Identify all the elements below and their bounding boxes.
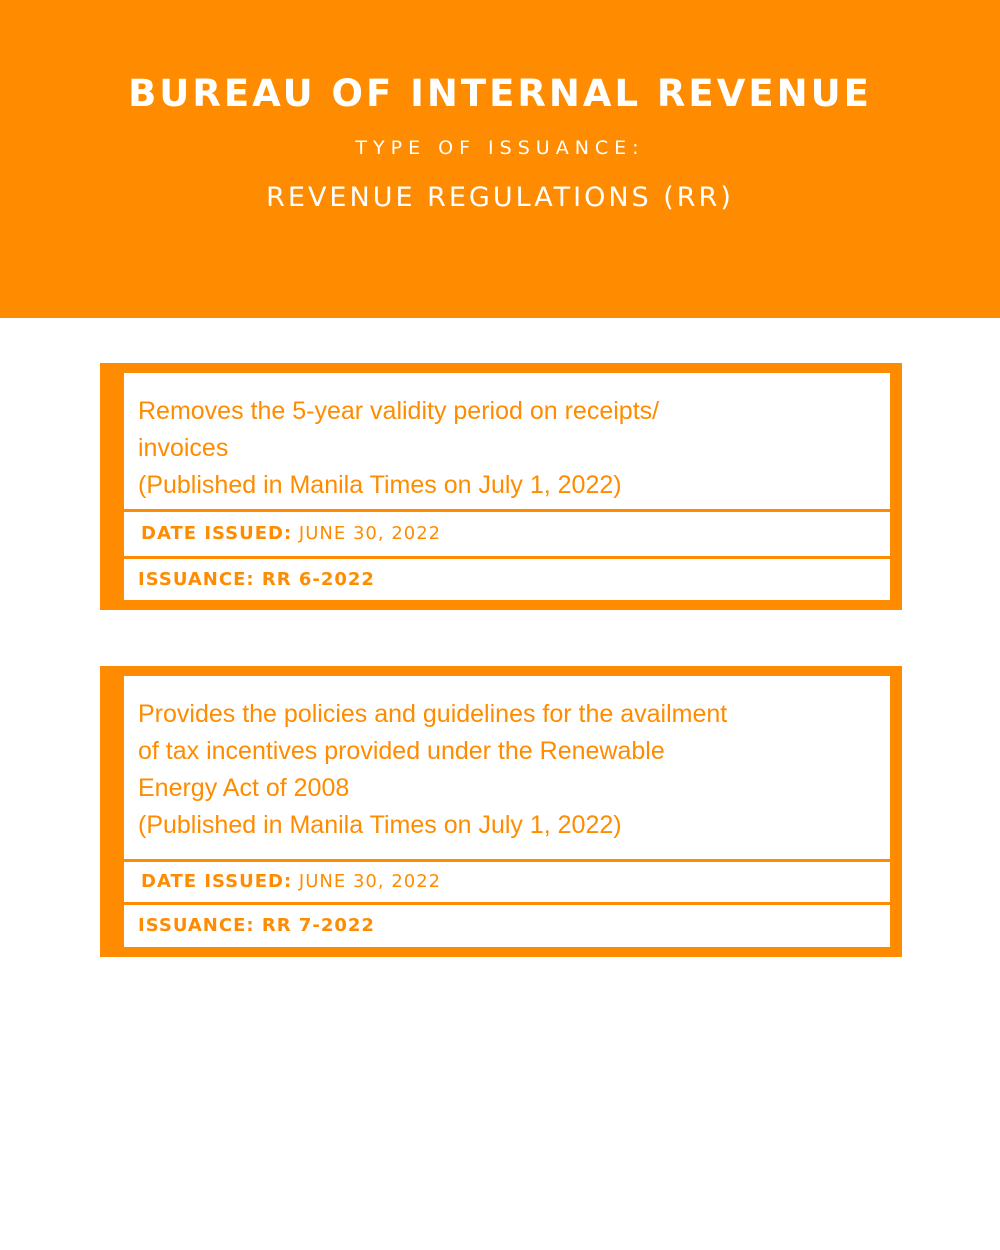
description-line: (Published in Manila Times on July 1, 2022): [138, 471, 622, 499]
issuance-card: [100, 666, 902, 957]
issuance-type-label: TYPE OF ISSUANCE:: [355, 137, 645, 159]
issuance-card: [100, 363, 902, 610]
date-issued-label: DATE ISSUED:: [141, 871, 293, 892]
description-line: of tax incentives provided under the Renewable: [138, 737, 665, 765]
date-issued-row: [124, 512, 890, 556]
issuance-number-value: RR 6-2022: [261, 569, 375, 590]
issuance-number-row: [124, 905, 890, 947]
issuance-number-label: ISSUANCE:: [138, 569, 255, 590]
description-line: (Published in Manila Times on July 1, 2022): [138, 811, 622, 839]
issuance-number-label: ISSUANCE:: [138, 915, 255, 936]
issuance-number-value: RR 7-2022: [261, 915, 375, 936]
date-issued-row: [124, 862, 890, 902]
issuance-description: [124, 373, 890, 504]
issuance-type-value: REVENUE REGULATIONS (RR): [266, 182, 734, 213]
issuance-number-row: [124, 559, 890, 600]
description-line: invoices: [138, 434, 229, 462]
issuance-description-box: [124, 676, 890, 859]
issuance-description-box: [124, 373, 890, 509]
date-issued-value: JUNE 30, 2022: [298, 523, 442, 544]
date-issued-label: DATE ISSUED:: [141, 523, 293, 544]
description-line: Provides the policies and guidelines for the availment: [138, 700, 728, 728]
description-line: Removes the 5-year validity period on receipts/: [138, 397, 660, 425]
description-line: Energy Act of 2008: [138, 774, 350, 802]
organization-title: BUREAU OF INTERNAL REVENUE: [128, 72, 872, 115]
header-banner: [0, 0, 1000, 318]
date-issued-value: JUNE 30, 2022: [298, 871, 442, 892]
issuance-description: [124, 676, 890, 844]
